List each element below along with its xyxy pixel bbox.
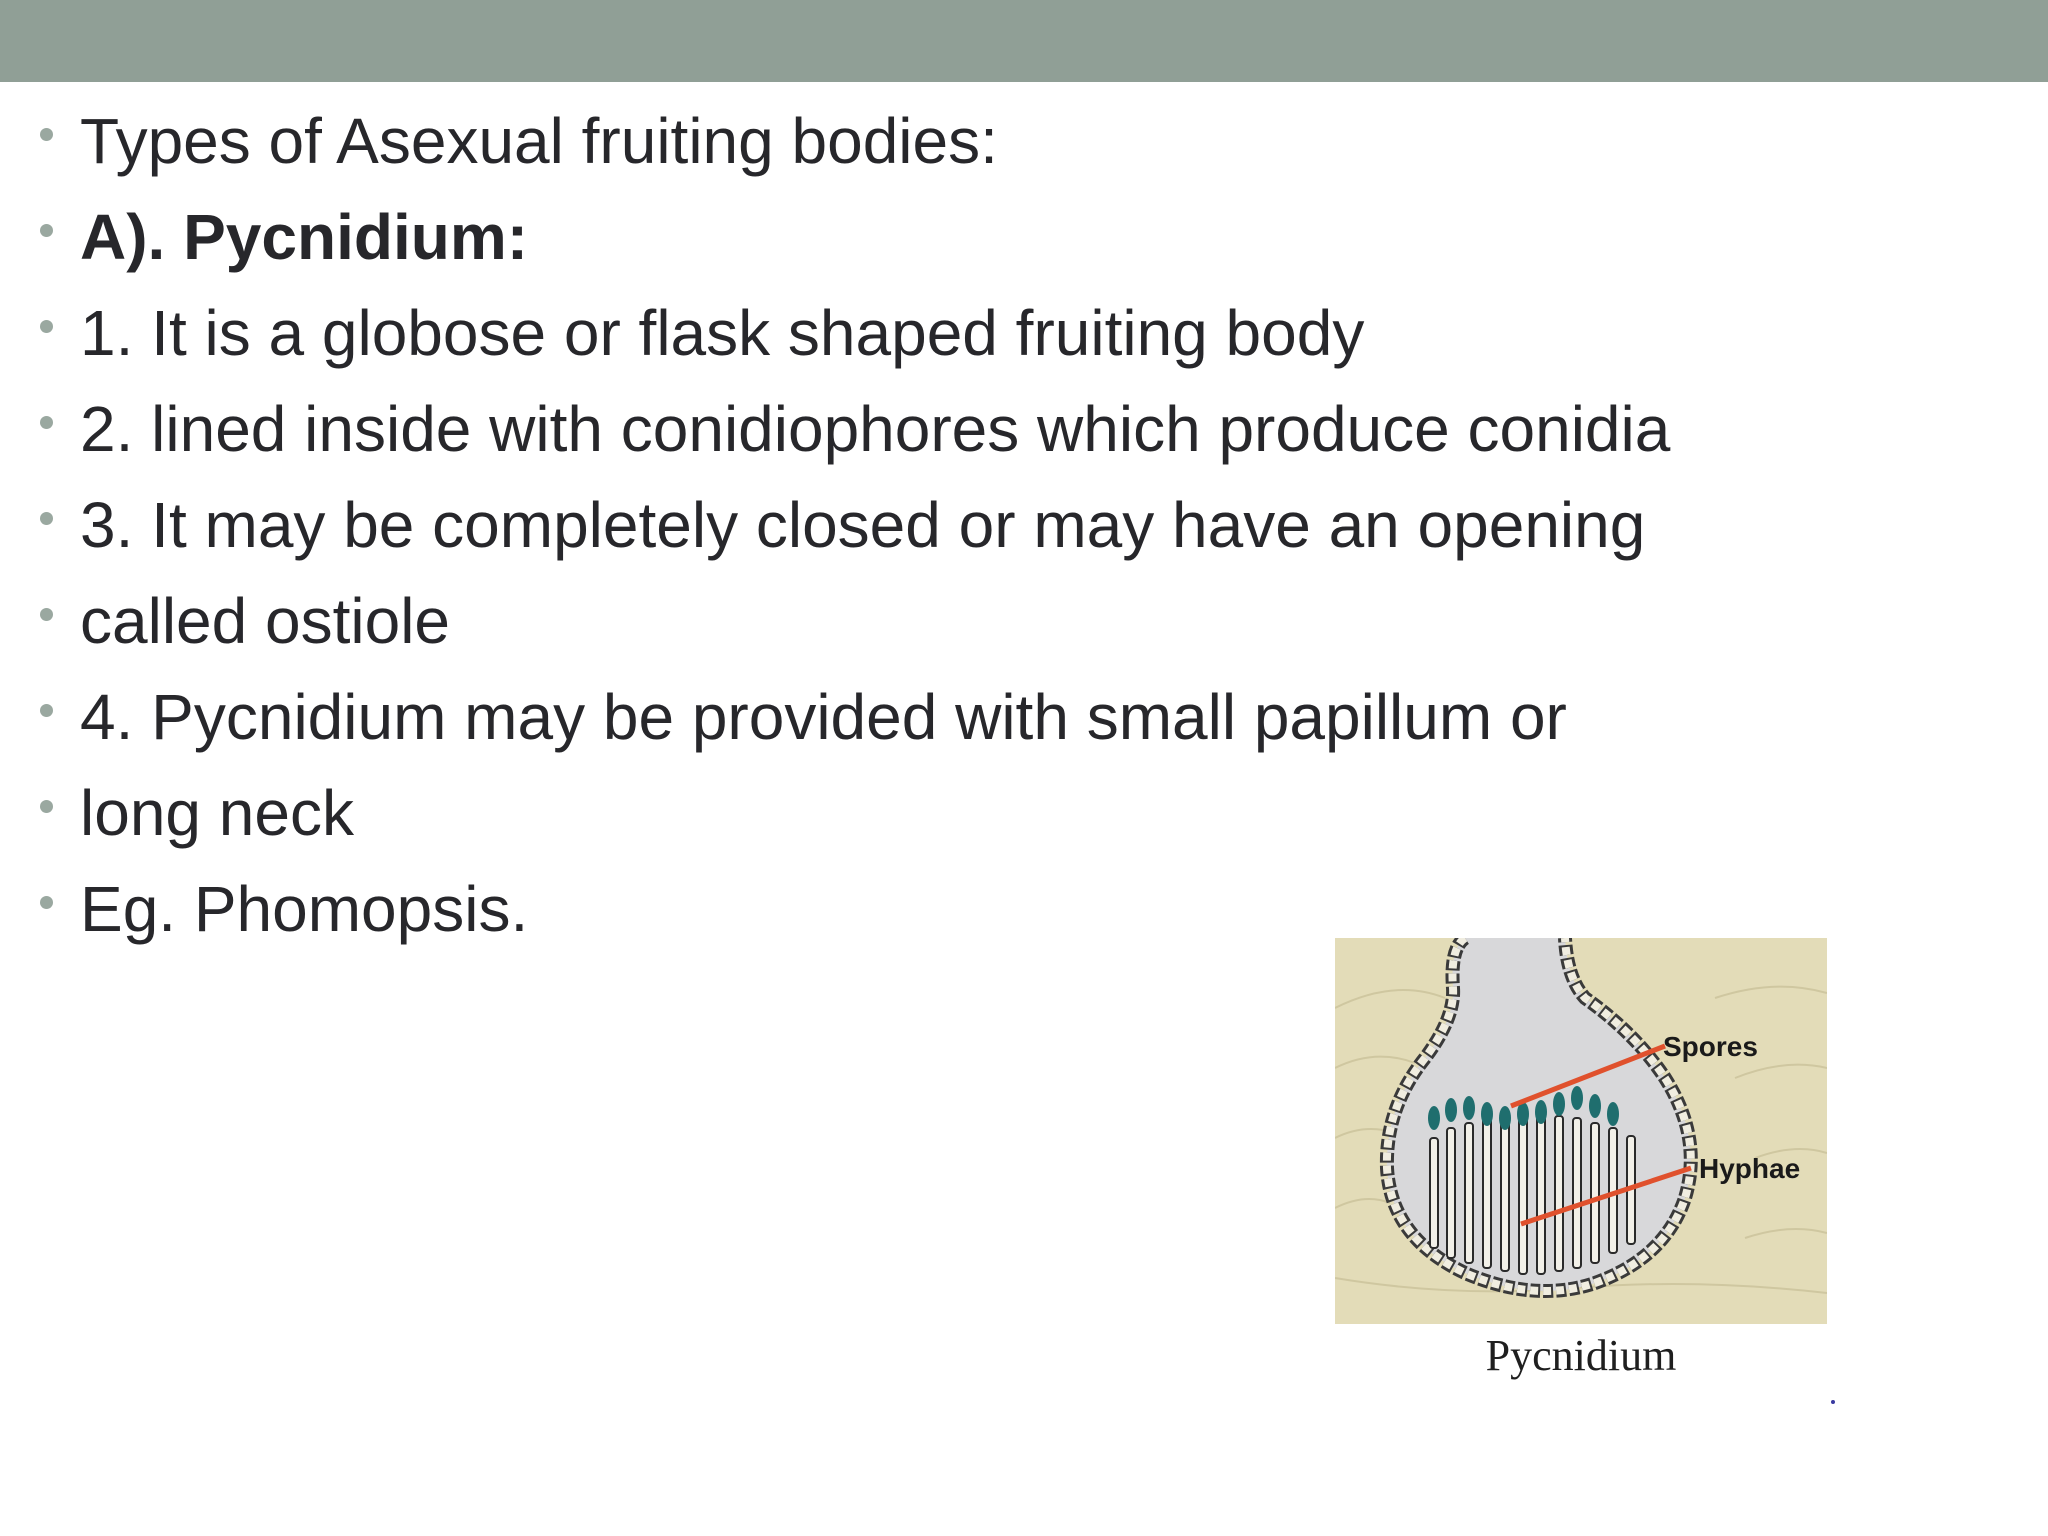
bullet-dot-icon	[40, 608, 53, 621]
bullet-item: long neck	[36, 772, 1670, 868]
bullet-item: Eg. Phomopsis.	[36, 868, 1670, 964]
figure-caption: Pycnidium	[1485, 1331, 1677, 1380]
bullet-dot-icon	[40, 896, 53, 909]
bullet-dot-icon	[40, 320, 53, 333]
hyphae-label: Hyphae	[1699, 1153, 1801, 1184]
bullet-item: 4. Pycnidium may be provided with small papillum or	[36, 676, 1670, 772]
bullet-item: Types of Asexual fruiting bodies:	[36, 100, 1670, 196]
bullet-dot-icon	[40, 416, 53, 429]
bullet-item: 3. It may be completely closed or may have an opening	[36, 484, 1670, 580]
bullet-dot-icon	[40, 704, 53, 717]
spores-label: Spores	[1663, 1031, 1758, 1062]
bullet-list	[36, 100, 1670, 964]
bullet-item: 1. It is a globose or flask shaped fruiting body	[36, 292, 1670, 388]
stray-dot	[1831, 1400, 1835, 1404]
bullet-dot-icon	[40, 224, 53, 237]
bullet-item: called ostiole	[36, 580, 1670, 676]
bullet-dot-icon	[40, 800, 53, 813]
bullet-dot-icon	[40, 128, 53, 141]
header-band	[0, 0, 2048, 82]
bullet-item-heading: A). Pycnidium:	[36, 196, 1670, 292]
bullet-item: 2. lined inside with conidiophores which produce conidia	[36, 388, 1670, 484]
bullet-dot-icon	[40, 512, 53, 525]
pycnidium-illustration	[1335, 938, 1827, 1324]
